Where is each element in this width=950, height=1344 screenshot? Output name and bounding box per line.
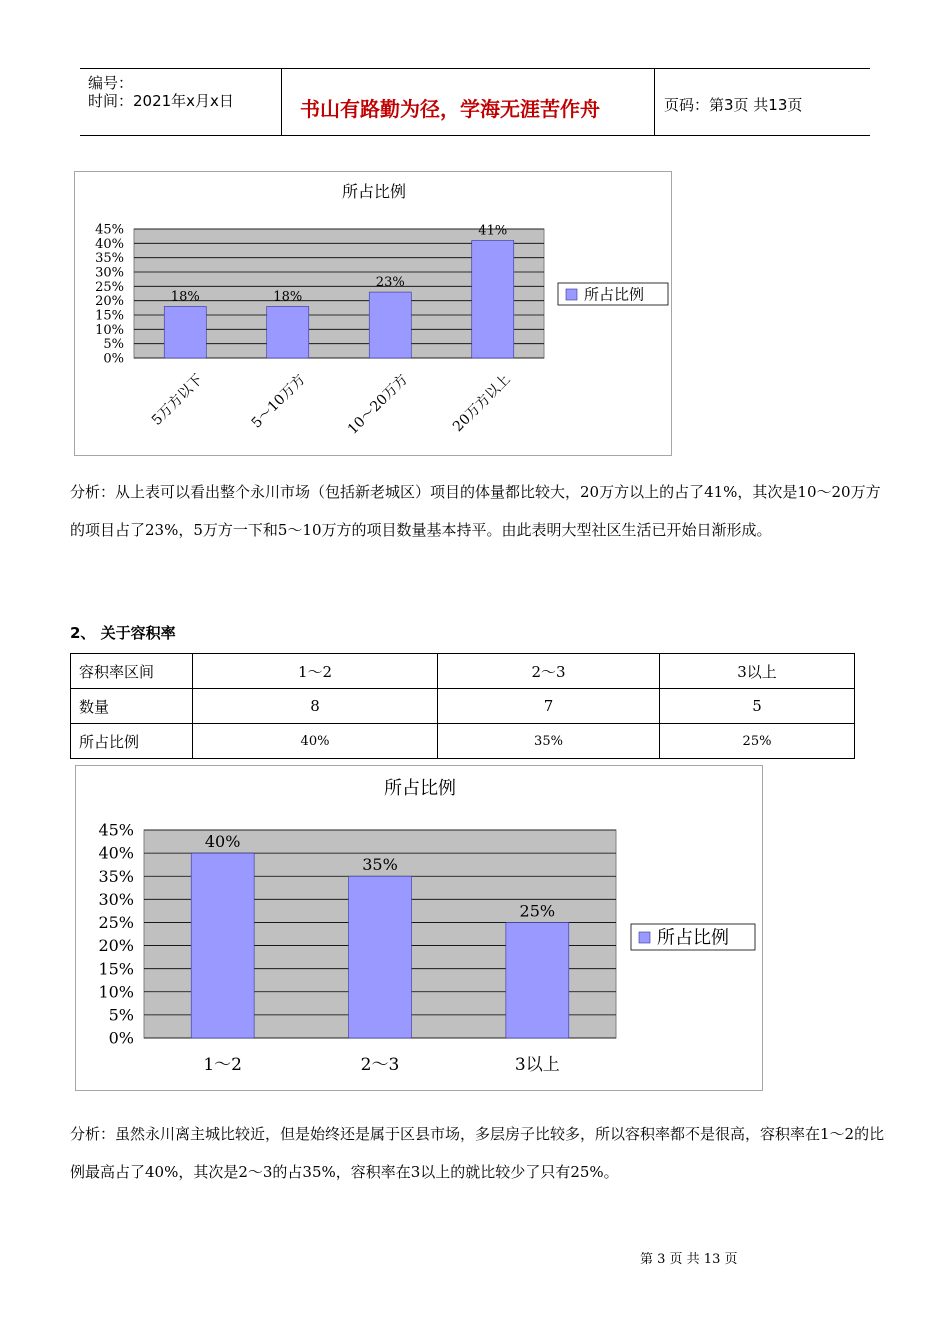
x-category-label: 20万方以上 xyxy=(450,371,514,436)
header-bottom-rule xyxy=(80,135,870,136)
y-tick-label: 35% xyxy=(98,866,134,886)
table-row xyxy=(71,654,855,689)
x-category-label: 5万方以下 xyxy=(148,371,207,429)
chart-volume-share-svg xyxy=(75,172,671,455)
chart-title: 所占比例 xyxy=(384,778,456,799)
y-tick-label: 25% xyxy=(95,279,124,295)
table-cell: 7 xyxy=(438,689,660,724)
header-divider xyxy=(281,68,282,135)
data-label: 18% xyxy=(170,289,200,305)
doc-date: 时间：2021年x月x日 xyxy=(88,92,234,110)
y-tick-label: 45% xyxy=(95,222,124,238)
page-footer: 第 3 页 共 13 页 xyxy=(640,1252,738,1267)
table-cell: 容积率区间 xyxy=(71,654,193,689)
analysis-paragraph-2: 分析：虽然永川离主城比较近，但是始终还是属于区县市场，多层房子比较多，所以容积率都不是很高，容积率在1～2的比例最高占了40%，其次是2～3的占35%，容积率在3以上的就比较少了只有25%。 xyxy=(70,1125,885,1181)
doc-code: 编号： xyxy=(88,74,134,92)
data-label: 40% xyxy=(204,832,241,852)
data-label: 35% xyxy=(362,855,398,875)
table-cell: 5 xyxy=(660,689,855,724)
chart-title: 所占比例 xyxy=(341,182,407,201)
data-label: 23% xyxy=(375,275,405,291)
bar xyxy=(164,306,206,358)
y-tick-label: 15% xyxy=(98,959,134,979)
section-title: 2、 关于容积率 xyxy=(70,624,176,642)
x-category-label: 5～10万方 xyxy=(248,371,309,432)
y-tick-label: 5% xyxy=(103,337,124,353)
y-tick-label: 30% xyxy=(98,889,134,909)
legend-label: 所占比例 xyxy=(657,927,729,949)
bar xyxy=(267,306,309,358)
bar xyxy=(349,876,412,1038)
x-category-label: 10～20万方 xyxy=(344,371,412,438)
y-tick-label: 0% xyxy=(103,351,124,367)
data-label: 41% xyxy=(478,223,508,239)
far-table xyxy=(70,653,855,759)
header-motto: 书山有路勤为径，学海无涯苦作舟 xyxy=(300,97,600,121)
header-top-rule xyxy=(80,68,870,69)
table-cell: 2～3 xyxy=(438,654,660,689)
table-cell: 3以上 xyxy=(660,654,855,689)
page-number-label: 页码：第3页 共13页 xyxy=(664,96,803,114)
table-row xyxy=(71,724,855,759)
y-tick-label: 15% xyxy=(95,308,124,324)
y-tick-label: 10% xyxy=(95,322,124,338)
chart-far-share-svg xyxy=(76,766,762,1090)
data-label: 18% xyxy=(273,289,303,305)
y-tick-label: 25% xyxy=(98,913,134,933)
x-category-label: 2～3 xyxy=(360,1055,400,1075)
y-tick-label: 0% xyxy=(108,1028,134,1048)
y-tick-label: 40% xyxy=(98,843,134,863)
table-cell: 40% xyxy=(193,724,438,759)
legend-swatch xyxy=(566,289,577,300)
y-tick-label: 35% xyxy=(95,251,124,267)
table-cell: 8 xyxy=(193,689,438,724)
y-tick-label: 20% xyxy=(95,294,124,310)
table-cell: 1～2 xyxy=(193,654,438,689)
y-tick-label: 40% xyxy=(95,236,124,252)
table-cell: 数量 xyxy=(71,689,193,724)
legend-swatch xyxy=(639,932,650,943)
table-cell: 35% xyxy=(438,724,660,759)
legend-label: 所占比例 xyxy=(584,285,645,304)
analysis-paragraph-1: 分析：从上表可以看出整个永川市场（包括新老城区）项目的体量都比较大，20万方以上的占了41%，其次是10～20万方的项目占了23%，5万方一下和5～10万方的项目数量基本持平。由此表明大型社区生活已开始日渐形成。 xyxy=(70,483,881,539)
bar xyxy=(369,292,411,358)
data-label: 25% xyxy=(519,901,556,921)
x-category-label: 1～2 xyxy=(203,1055,242,1075)
table-cell: 所占比例 xyxy=(71,724,193,759)
y-tick-label: 5% xyxy=(108,1005,134,1025)
y-tick-label: 45% xyxy=(98,820,134,840)
y-tick-label: 20% xyxy=(98,936,134,956)
bar xyxy=(472,240,514,358)
bar xyxy=(506,922,569,1038)
chart-volume-share xyxy=(74,171,672,456)
table-cell: 25% xyxy=(660,724,855,759)
header-divider xyxy=(654,68,655,135)
table-row xyxy=(71,689,855,724)
bar xyxy=(191,853,254,1038)
y-tick-label: 10% xyxy=(98,982,134,1002)
chart-far-share xyxy=(75,765,763,1091)
y-tick-label: 30% xyxy=(95,265,124,281)
x-category-label: 3以上 xyxy=(514,1055,560,1075)
